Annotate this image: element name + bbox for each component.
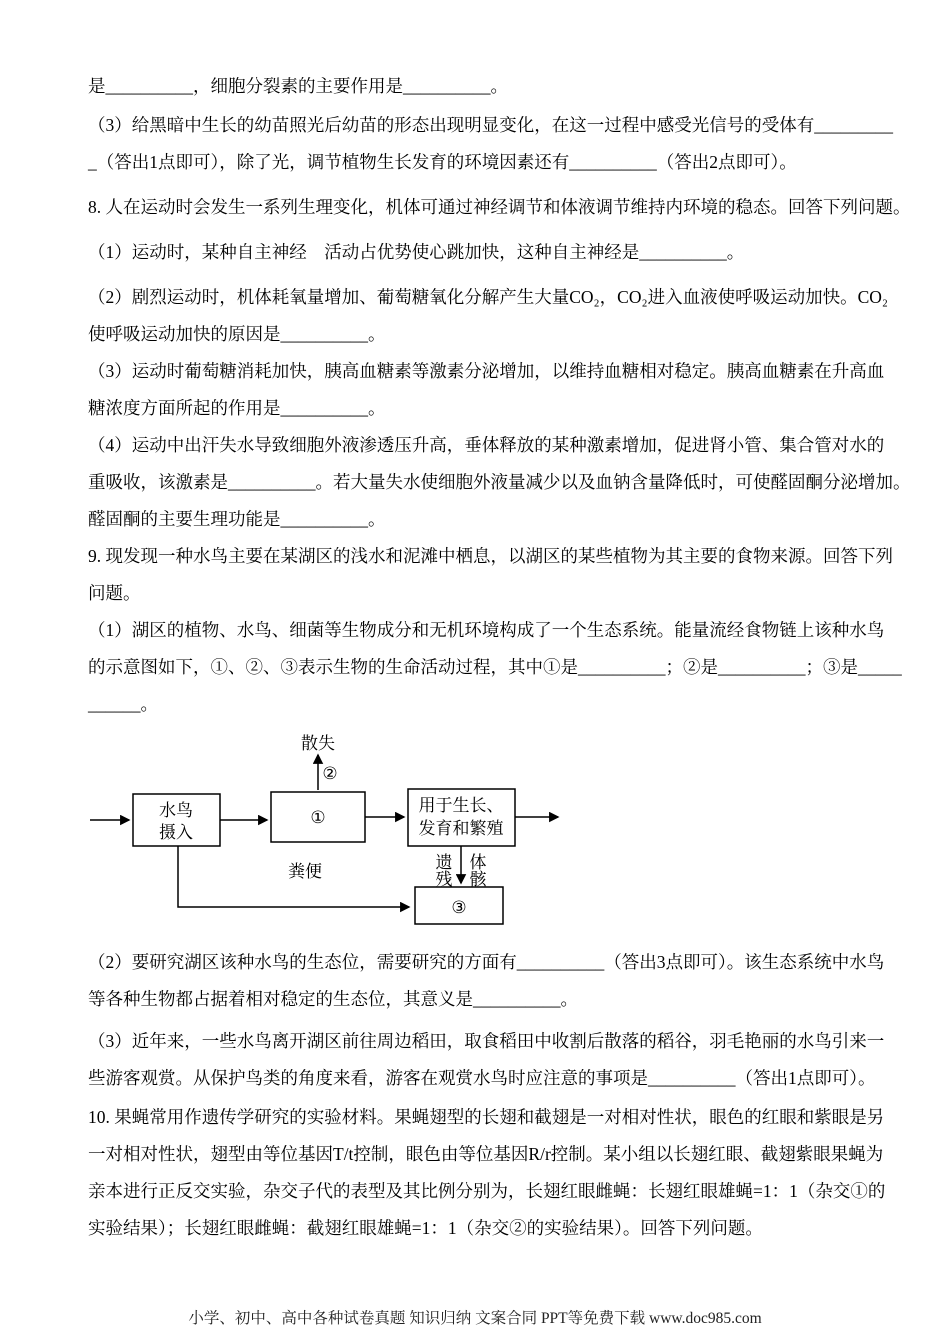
text-line: 醛固酮的主要生理功能是__________。 [88, 509, 386, 529]
label-intake-l1: 水鸟 [159, 801, 193, 820]
text-line: 一对相对性状，翅型由等位基因T/t控制，眼色由等位基因R/r控制。某小组以长翅红眼、截翅紫眼果蝇为 [88, 1144, 884, 1164]
text-line: （1）运动时，某种自主神经 活动占优势使心跳加快，这种自主神经是__________。 [88, 242, 745, 262]
text-line: 些游客观赏。从保护鸟类的角度来看，游客在观赏水鸟时应注意的事项是__________（答出1点即可）。 [88, 1068, 876, 1088]
text-line: （3）运动时葡萄糖消耗加快，胰高血糖素等激素分泌增加，以维持血糖相对稳定。胰高血糖素在升高血 [88, 361, 885, 381]
text-line: ______。 [88, 694, 158, 714]
text-line: （4）运动中出汗失水导致细胞外液渗透压升高，垂体释放的某种激素增加，促进肾小管、集合管对水的 [88, 435, 885, 455]
text-line: （3）近年来，一些水鸟离开湖区前往周边稻田，取食稻田中收割后散落的稻谷，羽毛艳丽的水鸟引来一 [88, 1031, 885, 1051]
label-circle1: ① [310, 808, 326, 827]
label-loss: 散失 [301, 734, 335, 753]
text-line: 糖浓度方面所起的作用是__________。 [88, 398, 386, 418]
text-line: 亲本进行正反交实验，杂交子代的表型及其比例分别为，长翅红眼雌蝇：长翅红眼雄蝇=1：1（杂交①的 [88, 1181, 886, 1201]
label-growth-l2: 发育和繁殖 [418, 819, 504, 838]
label-circle2: ② [322, 764, 338, 783]
question-10-stem: 10. 果蝇常用作遗传学研究的实验材料。果蝇翅型的长翅和截翅是一对相对性状，眼色的红眼和紫眼是另 [88, 1107, 885, 1127]
text-line: 重吸收，该激素是__________。若大量失水使细胞外液量减少以及血钠含量降低时，可使醛固酮分泌增加。 [88, 472, 911, 492]
question-9-stem: 9. 现发现一种水鸟主要在某湖区的浅水和泥滩中栖息，以湖区的某些植物为其主要的食物来源。回答下列 [88, 546, 893, 566]
text-line: （3）给黑暗中生长的幼苗照光后幼苗的形态出现明显变化，在这一过程中感受光信号的受体有_________ [88, 115, 893, 135]
text-line: （2）要研究湖区该种水鸟的生态位，需要研究的方面有__________（答出3点即可）。该生态系统中水鸟 [88, 952, 885, 972]
label-remains-r1c1: 遗 [435, 853, 453, 872]
text-line: 等各种生物都占据着相对稳定的生态位，其意义是__________。 [88, 989, 578, 1009]
label-feces: 粪便 [288, 862, 322, 881]
label-remains-r1c2: 体 [469, 853, 487, 872]
text-line: 使呼吸运动加快的原因是__________。 [88, 324, 386, 344]
text-line: 是__________，细胞分裂素的主要作用是__________。 [88, 76, 508, 96]
energy-flow-diagram [88, 729, 870, 934]
label-intake-l2: 摄入 [159, 823, 193, 842]
text-line: 实验结果）；长翅红眼雌蝇：截翅红眼雄蝇=1：1（杂交②的实验结果）。回答下列问题。 [88, 1218, 763, 1238]
label-remains-r2c2: 骸 [469, 870, 487, 889]
text-line: （1）湖区的植物、水鸟、细菌等生物成分和无机环境构成了一个生态系统。能量流经食物链上该种水鸟 [88, 620, 885, 640]
label-circle3: ③ [451, 898, 467, 917]
energy-flow-svg [88, 729, 568, 934]
question-8-stem: 8. 人在运动时会发生一系列生理变化，机体可通过神经调节和体液调节维持内环境的稳态。回答下列问题。 [88, 197, 911, 217]
label-growth-l1: 用于生长、 [418, 796, 504, 815]
text-line: （2）剧烈运动时，机体耗氧量增加、葡萄糖氧化分解产生大量CO₂，CO₂进入血液使呼吸运动加快。CO₂ [88, 287, 888, 307]
text-line: 问题。 [88, 583, 141, 603]
footer-text: 小学、初中、高中各种试卷真题 知识归纳 文案合同 PPT等免费下载 www.doc985.com [188, 1310, 762, 1327]
text-line: 的示意图如下，①、②、③表示生物的生命活动过程，其中①是__________；②是__________；③是_____ [88, 657, 902, 677]
label-remains-r2c1: 残 [435, 870, 453, 889]
text-line: _（答出1点即可），除了光，调节植物生长发育的环境因素还有__________（答出2点即可）。 [88, 152, 797, 172]
